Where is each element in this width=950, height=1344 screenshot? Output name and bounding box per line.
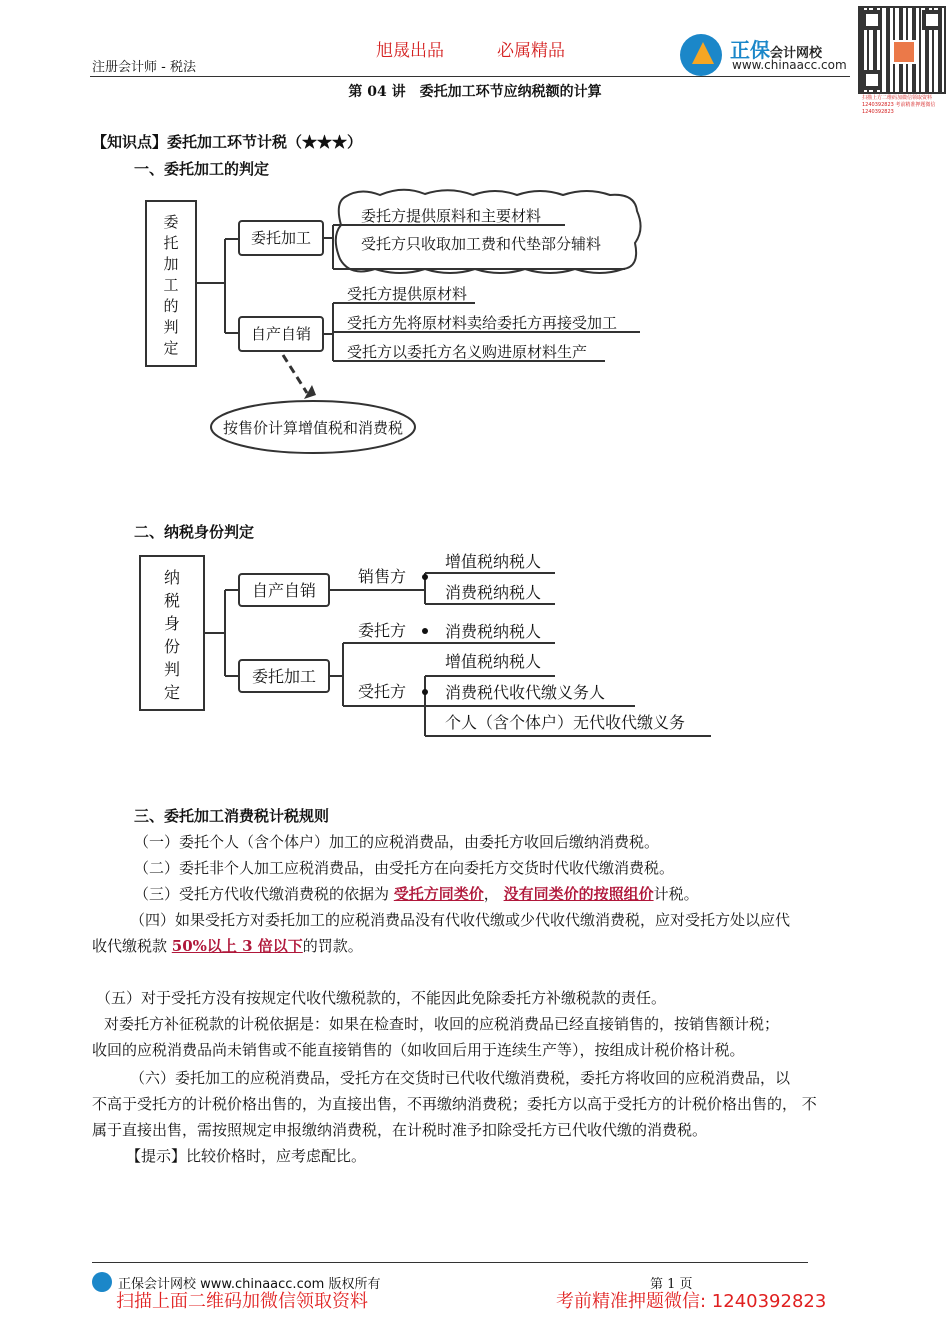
- footer-rule: [92, 1262, 808, 1263]
- chinaacc-logo-icon: [92, 1272, 112, 1292]
- text-run: （三）受托方代收代缴消费税的依据为: [134, 885, 394, 903]
- entrustment-judgement-diagram: [135, 185, 655, 465]
- text-run: 的罚款。: [302, 937, 363, 955]
- rule-paragraph: （五）对于受托方没有按规定代收代缴税款的，不能因此免除委托方补缴税款的责任。: [96, 989, 667, 1007]
- leaf-text: 增值税纳税人: [445, 552, 542, 571]
- text-run: ，: [483, 885, 504, 903]
- tax-identity-diagram: [135, 548, 725, 743]
- branch-label: 委托加工: [251, 667, 317, 686]
- leaf-text: 个人（含个体户）无代收代缴义务: [445, 713, 686, 732]
- logo-sub: 会计网校: [770, 46, 823, 61]
- footer-promo-left: 扫描上面二维码加微信领取资料: [116, 1291, 368, 1312]
- root-char: 纳: [163, 568, 181, 587]
- highlight-text: 受托方同类价: [393, 885, 484, 903]
- slogan-left: 旭晟出品: [376, 41, 444, 61]
- rule-paragraph: （四）如果受托方对委托加工的应税消费品没有代收代缴或少代收代缴消费税，应对受托方处以应代: [130, 911, 791, 929]
- leaf-text: 消费税代收代缴义务人: [445, 683, 606, 702]
- role-label: 委托方: [358, 621, 407, 640]
- rule-paragraph: （二）委托非个人加工应税消费品，由受托方在向委托方交货时代收代缴消费税。: [134, 859, 675, 877]
- root-char: 定: [163, 339, 179, 357]
- branch-label: 自产自销: [251, 581, 317, 600]
- logo-url: www.chinaacc.com: [732, 58, 847, 72]
- root-char: 定: [163, 683, 181, 702]
- root-char: 工: [163, 276, 179, 294]
- page-number: 第 1 页: [650, 1277, 693, 1292]
- root-char: 委: [163, 213, 179, 231]
- footer-promo-right: 考前精准押题微信: 1240392823: [556, 1291, 827, 1312]
- rule-paragraph: [92, 935, 363, 957]
- rule-paragraph: 对委托方补征税款的计税依据是：如果在检查时，收回的应税消费品已经直接销售的，按销售额计税；: [104, 1015, 780, 1033]
- rule-paragraph: [134, 883, 699, 905]
- root-char: 加: [163, 255, 179, 273]
- rule-paragraph: 不高于受托方的计税价格出售的，为直接出售，不再缴纳消费税；委托方以高于受托方的计税价格出售的， 不: [92, 1095, 817, 1113]
- leaf-text: 受托方提供原材料: [347, 285, 468, 303]
- result-text: 按售价计算增值税和消费税: [222, 419, 404, 437]
- leaf-text: 增值税纳税人: [445, 652, 542, 671]
- leaf-text: 消费税纳税人: [445, 583, 542, 602]
- cloud-outline: [336, 190, 641, 273]
- text-run: 收代缴税款: [92, 937, 172, 955]
- root-char: 托: [163, 234, 179, 252]
- section3-title: 三、委托加工消费税计税规则: [134, 807, 330, 825]
- lecture-title: 第 04 讲 委托加工环节应纳税额的计算: [348, 84, 602, 100]
- course-title: 注册会计师 - 税法: [92, 60, 196, 75]
- slogan-right: 必属精品: [497, 41, 565, 61]
- leaf-text: 受托方先将原材料卖给委托方再接受加工: [347, 314, 618, 332]
- leaf-text: 受托方只收取加工费和代垫部分辅料: [361, 235, 602, 253]
- leaf-text: 委托方提供原料和主要材料: [361, 207, 542, 225]
- rule-paragraph: 收回的应税消费品尚未销售或不能直接销售的（如收回后用于连续生产等），按组成计税价格计税。: [92, 1041, 745, 1059]
- root-char: 的: [163, 297, 179, 315]
- section2-title: 二、纳税身份判定: [134, 523, 255, 541]
- leaf-text: 受托方以委托方名义购进原材料生产: [347, 343, 588, 361]
- root-char: 判: [163, 318, 179, 336]
- leaf-text: 消费税纳税人: [445, 622, 542, 641]
- tip-paragraph: 【提示】比较价格时，应考虑配比。: [126, 1147, 367, 1165]
- root-char: 份: [163, 637, 181, 656]
- branch-label: 自产自销: [250, 325, 312, 343]
- qr-note: 扫描上方二维码加微信领取资料 1240392823 考前精准押题微信 1240392823: [862, 95, 936, 115]
- section1-title: 一、委托加工的判定: [134, 160, 270, 178]
- rule-paragraph: 属于直接出售，需按照规定申报缴纳消费税，在计税时准予扣除受托方已代收代缴的消费税。: [92, 1121, 708, 1139]
- knowledge-point-heading: 【知识点】委托加工环节计税（★★★）: [92, 133, 363, 151]
- text-run: 计税。: [653, 885, 699, 903]
- highlight-text: 50%以上 3 倍以下: [171, 937, 303, 955]
- rule-paragraph: （六）委托加工的应税消费品，受托方在交货时已代收代缴消费税，委托方将收回的应税消费品，以: [130, 1069, 791, 1087]
- logo-name: 正保: [730, 38, 770, 62]
- footer-copyright: 正保会计网校 www.chinaacc.com 版权所有: [118, 1277, 381, 1292]
- role-label: 受托方: [358, 682, 407, 701]
- rule-paragraph: （一）委托个人（含个体户）加工的应税消费品，由委托方收回后缴纳消费税。: [134, 833, 660, 851]
- highlight-text: 没有同类价的按照组价: [503, 885, 654, 903]
- role-label: 销售方: [358, 567, 407, 586]
- root-char: 身: [163, 614, 181, 633]
- header-rule: [90, 76, 850, 77]
- branch-label: 委托加工: [250, 229, 312, 247]
- chinaacc-logo-icon: [680, 34, 722, 76]
- root-char: 税: [163, 591, 181, 610]
- root-char: 判: [163, 660, 181, 679]
